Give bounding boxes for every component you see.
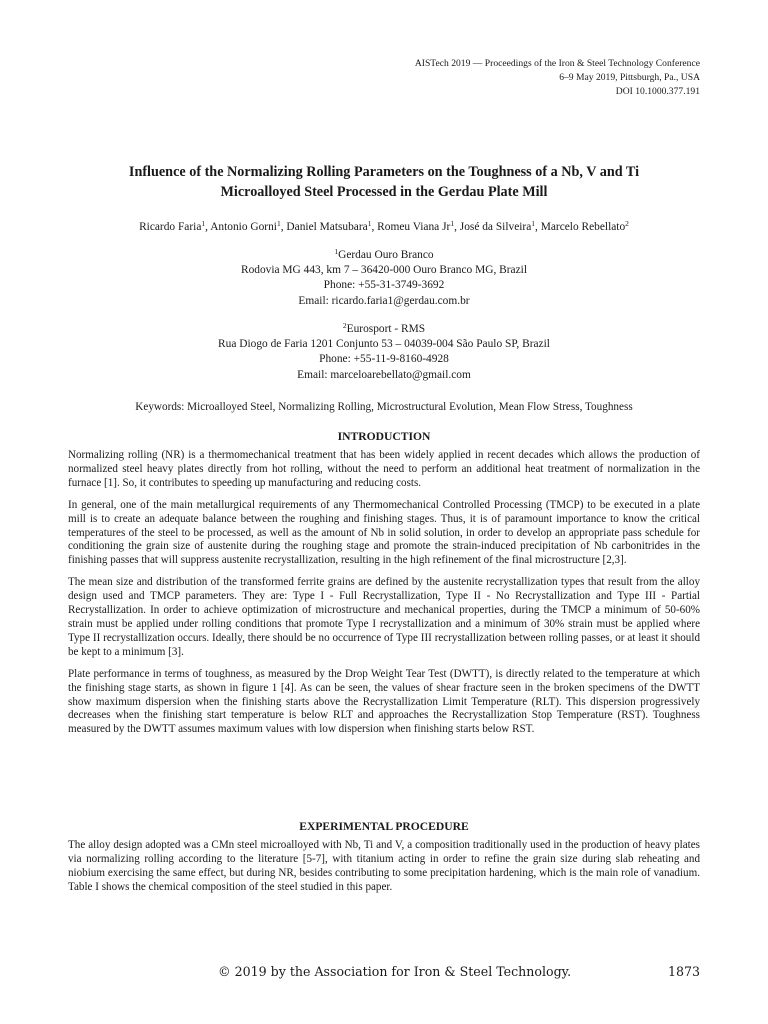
affiliation-address: Rua Diogo de Faria 1201 Conjunto 53 – 04039-004 São Paulo SP, Brazil — [218, 338, 550, 351]
affiliation-phone: Phone: +55-11-9-8160-4928 — [319, 353, 449, 366]
author — [377, 221, 460, 233]
affiliation-phone: Phone: +55-31-3749-3692 — [323, 279, 445, 292]
doi: DOI 10.1000.377.191 — [615, 86, 700, 97]
affiliation-email: Email: marceloarebellato@gmail.com — [297, 368, 471, 381]
paper-title — [80, 162, 688, 202]
conference-header — [415, 57, 700, 99]
affiliation-2 — [120, 322, 648, 383]
keywords: Keywords: Microalloyed Steel, Normalizing Rolling, Microstructural Evolution, Mean Flow Stress, Toughness — [135, 401, 633, 413]
affiliation-mark: 2 — [342, 321, 347, 330]
author-separator: , — [280, 221, 287, 233]
affiliation-email: Email: ricardo.faria1@gerdau.com.br — [298, 294, 470, 307]
author — [286, 221, 377, 233]
paper-title-line-1: Influence of the Normalizing Rolling Parameters on the Toughness of a Nb, V and Ti — [128, 164, 640, 180]
author-separator: , — [454, 221, 460, 233]
paper-title-line-2: Microalloyed Steel Processed in the Gerdau Plate Mill — [220, 184, 548, 200]
author-separator: , — [535, 221, 541, 233]
paragraph: The alloy design adopted was a CMn steel microalloyed with Nb, Ti and V, a composition traditionally used in the production of heavy plates via normalizing rolling according to the literature [5-7], with titanium acting in order to refine the grain size during slab reheating and niobium exercising the same effect, but during NR, besides contributing to some precipitation hardening, which is the main role of vanadium. Table I shows the chemical composition of the steel studied in this paper. — [68, 839, 700, 893]
author-affiliation-mark: 1 — [276, 219, 281, 228]
author-affiliation-mark: 1 — [450, 219, 455, 228]
author — [460, 221, 541, 233]
author-name: Romeu Viana Jr — [377, 221, 451, 233]
section-heading-experimental-procedure: EXPERIMENTAL PROCEDURE — [299, 820, 469, 833]
author-separator: , — [371, 221, 378, 233]
paragraph: Normalizing rolling (NR) is a thermomechanical treatment that has been widely applied in recent decades which allows the production of normalized steel heavy plates directly from hot rolling, without the need to perform an additional heat treatment of normalization in the furnace [1]. So, it contributes to speeding up manufacturing and reducing costs. — [68, 449, 700, 489]
author — [139, 221, 210, 233]
page-number: 1873 — [667, 964, 700, 979]
author-affiliation-mark: 2 — [625, 219, 629, 228]
author-name: Marcelo Rebellato — [540, 221, 626, 233]
author-affiliation-mark: 1 — [367, 219, 372, 228]
author-affiliation-mark: 1 — [201, 219, 206, 228]
author — [541, 221, 629, 233]
author-name: Ricardo Faria — [139, 221, 202, 233]
author-name: José da Silveira — [459, 221, 532, 233]
introduction-body — [68, 449, 700, 745]
affiliation-address: Rodovia MG 443, km 7 – 36420-000 Ouro Branco MG, Brazil — [240, 264, 527, 277]
paragraph: In general, one of the main metallurgical requirements of any Thermomechanical Controlled Processing (TMCP) to be executed in a plate mill is to create an adequate balance between the roughing and finishing stages. Thus, it is of paramount importance to know the critical temperatures of the steel to be processed, as well as the amount of Nb in solid solution, in order to develop an appropriate pass schedule for conditioning the grain size of austenite during the roughing stage and promote the strain-induced precipitation of Nb carbonitrides in the finishing passes that will suppress austenite recrystallization, resulting in the high refinement of the final microstructure [2,3]. — [68, 498, 700, 567]
affiliation-org: Gerdau Ouro Branco — [338, 249, 434, 261]
conference-date-location: 6–9 May 2019, Pittsburgh, Pa., USA — [559, 72, 700, 83]
affiliation-1 — [120, 248, 648, 309]
section-heading-introduction: INTRODUCTION — [337, 430, 431, 443]
affiliation-org: Eurosport - RMS — [346, 323, 426, 335]
author-name: Antonio Gorni — [210, 221, 277, 233]
author-separator: , — [205, 221, 211, 233]
author-affiliation-mark: 1 — [531, 219, 536, 228]
conference-name: AISTech 2019 — Proceedings of the Iron & Steel Technology Conference — [414, 58, 700, 69]
paragraph: Plate performance in terms of toughness, as measured by the Drop Weight Tear Test (DWTT), is directly related to the temperature at which the finishing stage starts, as shown in figure 1 [4]. As can be seen, the values of shear fracture seen in the broken specimens of the DWTT show maximum dispersion when the finishing starts above the Recrystallization Limit Temperature (RLT). This dispersion progressively decreases when the finishing start temperature is below RLT and approaches the Recrystallization Stop Temperature (RST). Toughness measured by the DWTT assumes maximum values with low dispersion when finishing starts below RST. — [68, 667, 700, 736]
footer-copyright: © 2019 by the Association for Iron & Steel Technology. — [218, 964, 572, 979]
experimental-procedure-body — [68, 839, 700, 903]
paragraph: The mean size and distribution of the transformed ferrite grains are defined by the austenite recrystallization types that result from the alloy design used and TMCP parameters. They are: Type I - Full Recrystallization, Type II - No Recrystallization and Type III - Partial Recrystallization. In order to achieve optimization of microstructure and mechanical properties, during the TMCP a minimum of 50-60% strain must be applied under rolling conditions that promote Type I recrystallization and a minimum of 30% strain must be applied where Type II recrystallization occurs. Ideally, there should be no occurrence of Type III recrystallization between rolling passes, or at least it should be kept to a minimum [3]. — [68, 576, 700, 658]
author-name: Daniel Matsubara — [286, 221, 368, 233]
author-list — [60, 220, 708, 235]
author — [210, 221, 286, 233]
affiliation-mark: 1 — [334, 247, 339, 256]
